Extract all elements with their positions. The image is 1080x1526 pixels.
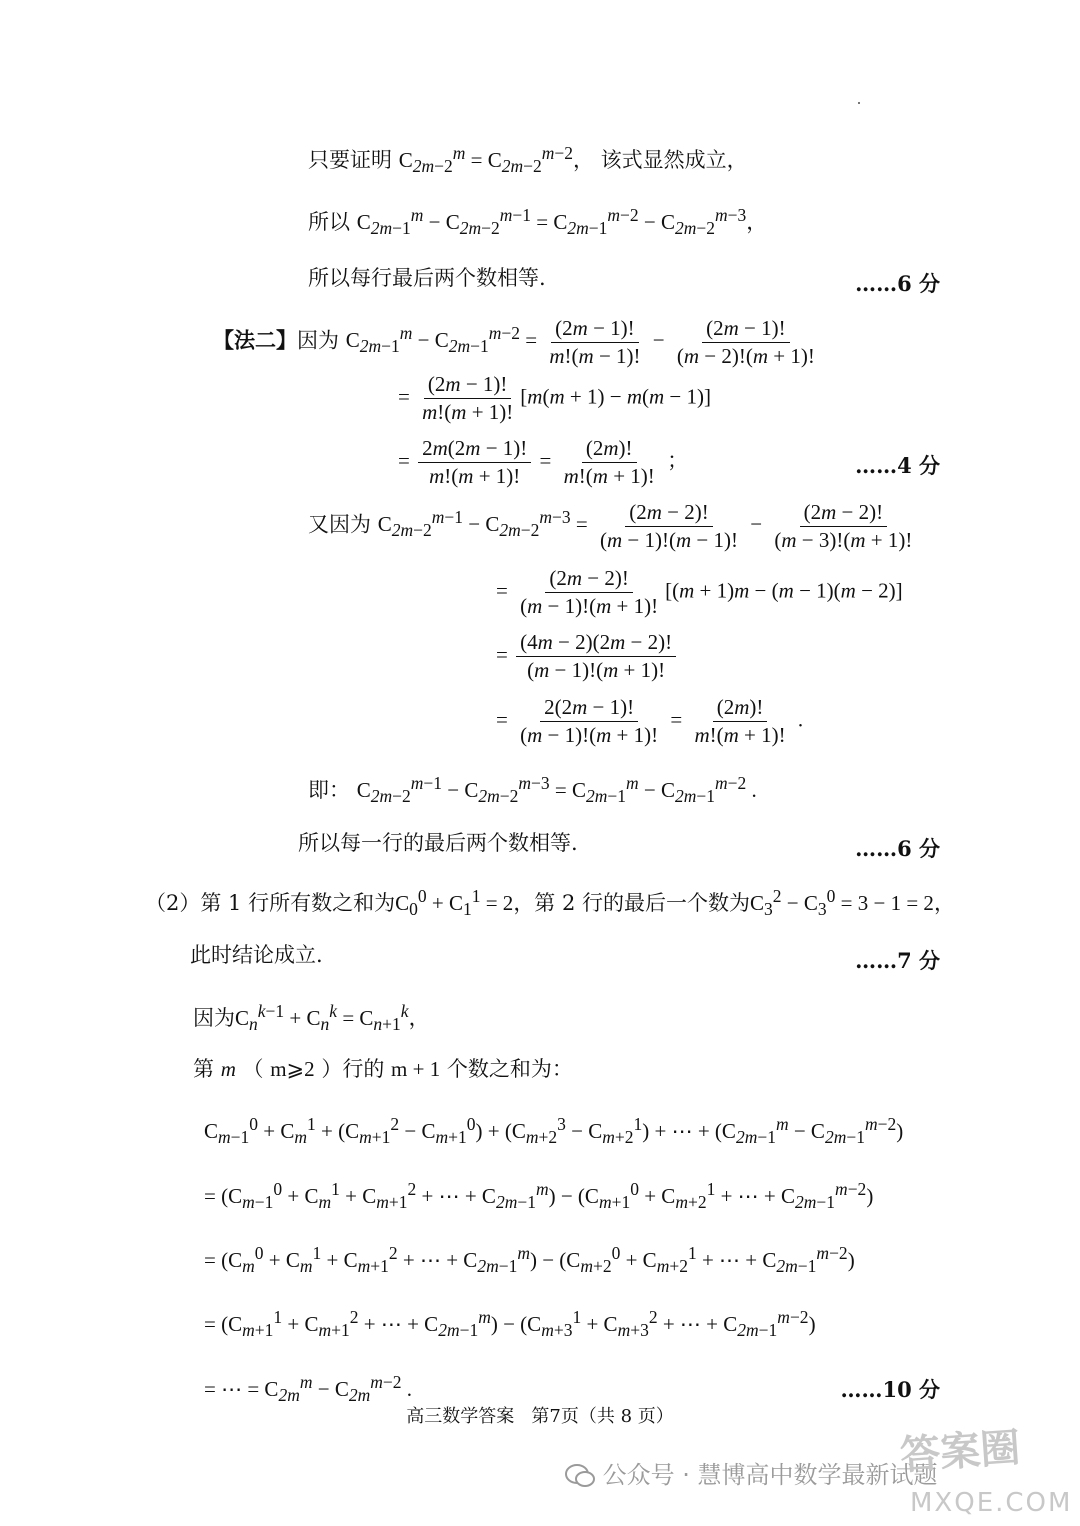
text: 因为 [297,328,339,353]
wechat-watermark [565,1455,938,1490]
method2-again-step3: = $\frac{(4m - 2)(2m - 2)!}{(m - 1)!(m + 1)!}$ [496,632,679,681]
method2-final: 所以每一行的最后两个数相等. [298,831,578,855]
formula: $C_n^{k-1} + C_n^k = C_{n+1}^k$ [235,1001,409,1035]
method2-again-step2: = $\frac{(2m - 2)!}{(m - 1)!(m + 1)!}$ [(m + 1)m − (m − 1)(m − 2)] [496,566,903,618]
text: 只要证明 [308,148,399,172]
text: ， [746,210,768,234]
scan-dot [858,102,860,104]
formula: $C_0^0 + C_1^1 = 2$ [395,886,514,920]
part-label: （2） [145,891,201,915]
logo-watermark: 答案圈 [898,1424,1022,1480]
text: 第 1 行所有数之和为 [200,891,396,915]
watermark-text: 公众号 · 慧博高中数学最新试题 [602,1461,938,1489]
wechat-icon [565,1463,595,1489]
formula: $C_{2m-2}^{m-1} - C_{2m-2}^{m-3} = C_{2m-1}^m - C_{2m-1}^{m-2}$ . [356,773,757,807]
text: ， [408,1006,430,1030]
text: 即： [308,778,350,802]
score-7: ……7 分 [855,948,940,973]
footer-page: 第7页（共 8 页） [531,1406,674,1427]
text: ， [933,891,955,915]
formula: $C_{2m-1}^m - C_{2m-2}^{m-1} = C_{2m-1}^{m-2} - C_{2m-2}^{m-3}$ [356,205,747,239]
text: （ [235,1057,271,1081]
score-4: ……4 分 [855,453,940,478]
text: ）行的 [314,1057,392,1081]
formula: $C_{2m-2}^{m-1} - C_{2m-2}^{m-3}$ = $\frac{(2m - 2)!}{(m - 1)!(m - 1)!}$ − $\frac{(2m - 2)!}{(m - 3)!(m + 1)!}$ [377,500,913,552]
sum-line5: = ⋯ = $C_{2m}^m - C_{2m}^{m-2}$ . [204,1372,412,1406]
method2-conclusion [308,775,757,806]
part2-line1 [145,888,955,919]
sum-line1: $C_{m-1}^0 + C_m^1 + (C_{m+1}^2 - C_{m+1}^0) + (C_{m+2}^3 - C_{m+2}^1)$ + ⋯ + $(C_{2m-1}^m - C_{2m-1}^{m-2})$ [204,1114,904,1148]
math-expr: m + 1 [391,1057,441,1081]
method1-line3: 所以每行最后两个数相等. [308,266,546,290]
method2-again-line1 [308,502,919,551]
text: 第 [193,1057,221,1081]
score-6-b: ……6 分 [855,836,940,861]
math-cond: m⩾2 [270,1057,315,1081]
footer-subject: 高三数学答案 [406,1406,515,1427]
formula: $C_{2m-1}^m - C_{2m-1}^{m-2}$ = $\frac{(2m - 1)!}{m!(m - 1)!}$ − $\frac{(2m - 1)!}{(m - 2)!(m + 1)!}$ [345,316,815,368]
sum-line2: = ($C_{m-1}^0 + C_m^1 + C_{m+1}^2$ + ⋯ + $C_{2m-1}^m) - (C_{m+1}^0 + C_{m+2}^1$ + ⋯ + $C_{2m-1}^{m-2}$) [204,1179,874,1213]
method2-again-step4: = $\frac{2(2m - 1)!}{(m - 1)!(m + 1)!}$ = $\frac{(2m)!}{m!(m + 1)!}$ . [496,695,804,747]
score-6-a: ……6 分 [855,271,940,296]
text: 个数之和为： [440,1057,573,1081]
text: 又因为 [308,512,371,537]
part2-line2: 此时结论成立. [190,943,323,967]
sum-line3: = ($C_m^0 + C_m^1 + C_{m+1}^2$ + ⋯ + $C_{2m-1}^m) - (C_{m+2}^0 + C_{m+2}^1$ + ⋯ + $C_{2m-1}^{m-2}$) [204,1243,855,1277]
score-10: ……10 分 [840,1377,940,1402]
text: 因为 [193,1006,235,1030]
method-label: 【法二】 [213,327,297,353]
text: ，第 2 行的最后一个数为 [513,891,751,915]
part2-line4 [193,1059,573,1080]
method1-line1 [308,145,748,176]
sum-line4: = ($C_{m+1}^1 + C_{m+1}^2$ + ⋯ + $C_{2m-1}^m) - (C_{m+3}^1 + C_{m+3}^2$ + ⋯ + $C_{2m-1}^{m-2}$) [204,1307,816,1341]
text: ， 该式显然成立， [573,148,748,172]
text: 所以 [308,210,357,234]
site-watermark: MXQE.COM [910,1488,1073,1518]
part2-line3 [193,1003,430,1034]
math-var: m [220,1057,236,1081]
method1-line2 [308,207,767,238]
formula: $C_3^2 - C_3^0 = 3 - 1 = 2$ [750,886,934,920]
formula: $C_{2m-2}^m = C_{2m-2}^{m-2}$ [398,143,573,177]
method2-line1 [213,318,822,367]
method2-step3: = $\frac{2m(2m - 1)!}{m!(m + 1)!}$ = $\frac{(2m)!}{m!(m + 1)!}$ ； [398,436,689,488]
method2-step2: = $\frac{(2m - 1)!}{m!(m + 1)!}$ [m(m + 1) − m(m − 1)] [398,372,711,424]
